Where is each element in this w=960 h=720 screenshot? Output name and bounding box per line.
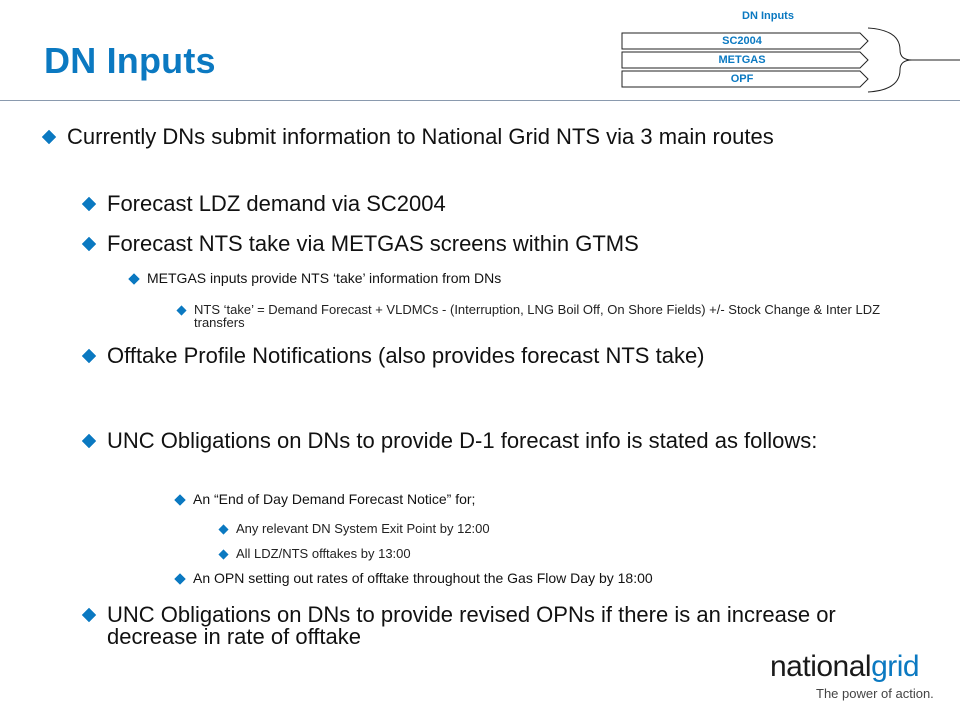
bullet-text: An “End of Day Demand Forecast Notice” for;	[193, 491, 476, 507]
bullet-text: UNC Obligations on DNs to provide D-1 forecast info is stated as follows:	[107, 428, 818, 453]
arrow-label-metgas: METGAS	[718, 54, 766, 66]
bullet-text: Currently DNs submit information to National Grid NTS via 3 main routes	[67, 124, 774, 149]
bullet-text: Forecast NTS take via METGAS screens within GTMS	[107, 231, 639, 256]
slide-title: DN Inputs	[44, 40, 216, 81]
bullet-text: Offtake Profile Notifications (also provides forecast NTS take)	[107, 343, 705, 368]
bullet-text: Forecast LDZ demand via SC2004	[107, 191, 446, 216]
logo-wordmark	[770, 650, 919, 684]
diamond-bullet-icon	[82, 197, 96, 211]
diamond-bullet-icon	[219, 550, 229, 560]
diamond-bullet-icon	[82, 608, 96, 622]
arrow-label-opf: OPF	[730, 73, 754, 85]
bracket-curve-low	[868, 60, 912, 92]
bullet-end-of-day	[176, 492, 876, 506]
diamond-bullet-icon	[174, 494, 185, 505]
bullet-text: NTS ‘take’ = Demand Forecast + VLDMCs - (Interruption, LNG Boil Off, On Shore Fields) +/- Stock Change & Inter LDZ transfers	[194, 302, 881, 330]
bullet-metgas-inputs	[130, 271, 830, 285]
bullet-text: Any relevant DN System Exit Point by 12:00	[236, 521, 490, 536]
bullet-exit-point	[220, 522, 820, 535]
bullet-unc-d1	[84, 430, 884, 452]
national-grid-logo	[770, 650, 940, 700]
diamond-bullet-icon	[42, 130, 56, 144]
bullet-opn-rates	[176, 571, 896, 585]
bullet-nts-take-formula	[178, 303, 908, 329]
diamond-bullet-icon	[128, 273, 139, 284]
bullet-ldz-offtakes	[220, 547, 820, 560]
diamond-bullet-icon	[82, 237, 96, 251]
diamond-bullet-icon	[219, 525, 229, 535]
diamond-bullet-icon	[82, 434, 96, 448]
title-divider	[0, 100, 960, 101]
diamond-bullet-icon	[177, 306, 187, 316]
bullet-text: UNC Obligations on DNs to provide revised OPNs if there is an increase or decrease in rate of offtake	[107, 602, 836, 649]
logo-word-national: national	[770, 650, 872, 683]
bullet-revised-opns	[84, 604, 884, 648]
bullet-text: An OPN setting out rates of offtake throughout the Gas Flow Day by 18:00	[193, 570, 653, 586]
diagram-title: DN Inputs	[742, 10, 794, 22]
bullet-metgas	[84, 233, 864, 255]
bullet-opn	[84, 345, 884, 367]
dn-inputs-diagram	[600, 0, 960, 100]
arrow-label-sc2004: SC2004	[722, 35, 762, 47]
bullet-text: All LDZ/NTS offtakes by 13:00	[236, 546, 411, 561]
diamond-bullet-icon	[174, 573, 185, 584]
logo-word-grid: grid	[871, 650, 920, 683]
bullet-main-routes	[44, 126, 864, 148]
diamond-bullet-icon	[82, 349, 96, 363]
bullet-sc2004	[84, 193, 864, 215]
logo-tagline: The power of action.	[816, 686, 934, 701]
bullet-text: METGAS inputs provide NTS ‘take’ information from DNs	[147, 270, 502, 286]
bracket-curve	[868, 28, 960, 60]
